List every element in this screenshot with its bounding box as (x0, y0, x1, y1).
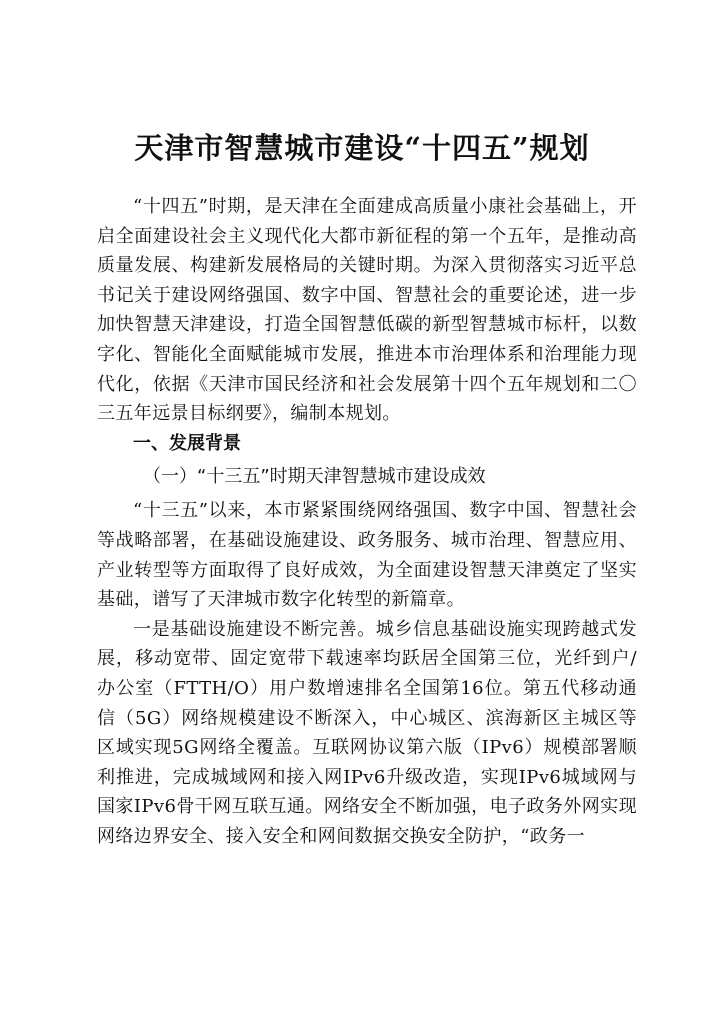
intro-paragraph: “十四五”时期，是天津在全面建成高质量小康社会基础上，开启全面建设社会主义现代化大都市新征程的第一个五年，是推动高质量发展、构建新发展格局的关键时期。为深入贯彻落实习近平总书记关于建设网络强国、数字中国、智慧社会的重要论述，进一步加快智慧天津建设，打造全国智慧低碳的新型智慧城市标杆，以数字化、智能化全面赋能城市发展，推进本市治理体系和治理能力现代化，依据《天津市国民经济和社会发展第十四个五年规划和二〇三五年远景目标纲要》，编制本规划。 (97, 196, 637, 425)
document-body (97, 192, 637, 851)
subsection-heading-achievements: （一）“十三五”时期天津智慧城市建设成效 (143, 466, 486, 488)
document-title: 天津市智慧城市建设“十四五”规划 (134, 131, 590, 165)
section-heading-background: 一、发展背景 (133, 432, 241, 454)
infrastructure-paragraph: 一是基础设施建设不断完善。城乡信息基础设施实现跨越式发展，移动宽带、固定宽带下载速率均跃居全国第三位，光纤到户/办公室（FTTH/O）用户数增速排名全国第16位。第五代移动通信（5G）网络规模建设不断深入，中心城区、滨海新区主城区等区域实现5G网络全覆盖。互联网协议第六版（IPv6）规模部署顺利推进，完成城域网和接入网IPv6升级改造，实现IPv6城域网与国家IPv6骨干网互联互通。网络安全不断加强，电子政务外网实现网络边界安全、接入安全和网间数据交换安全防护，“政务一 (97, 618, 637, 847)
achievements-paragraph: “十三五”以来，本市紧紧围绕网络强国、数字中国、智慧社会等战略部署，在基础设施建设、政务服务、城市治理、智慧应用、产业转型等方面取得了良好成效，为全面建设智慧天津奠定了坚实基础，谱写了天津城市数字化转型的新篇章。 (97, 500, 637, 611)
